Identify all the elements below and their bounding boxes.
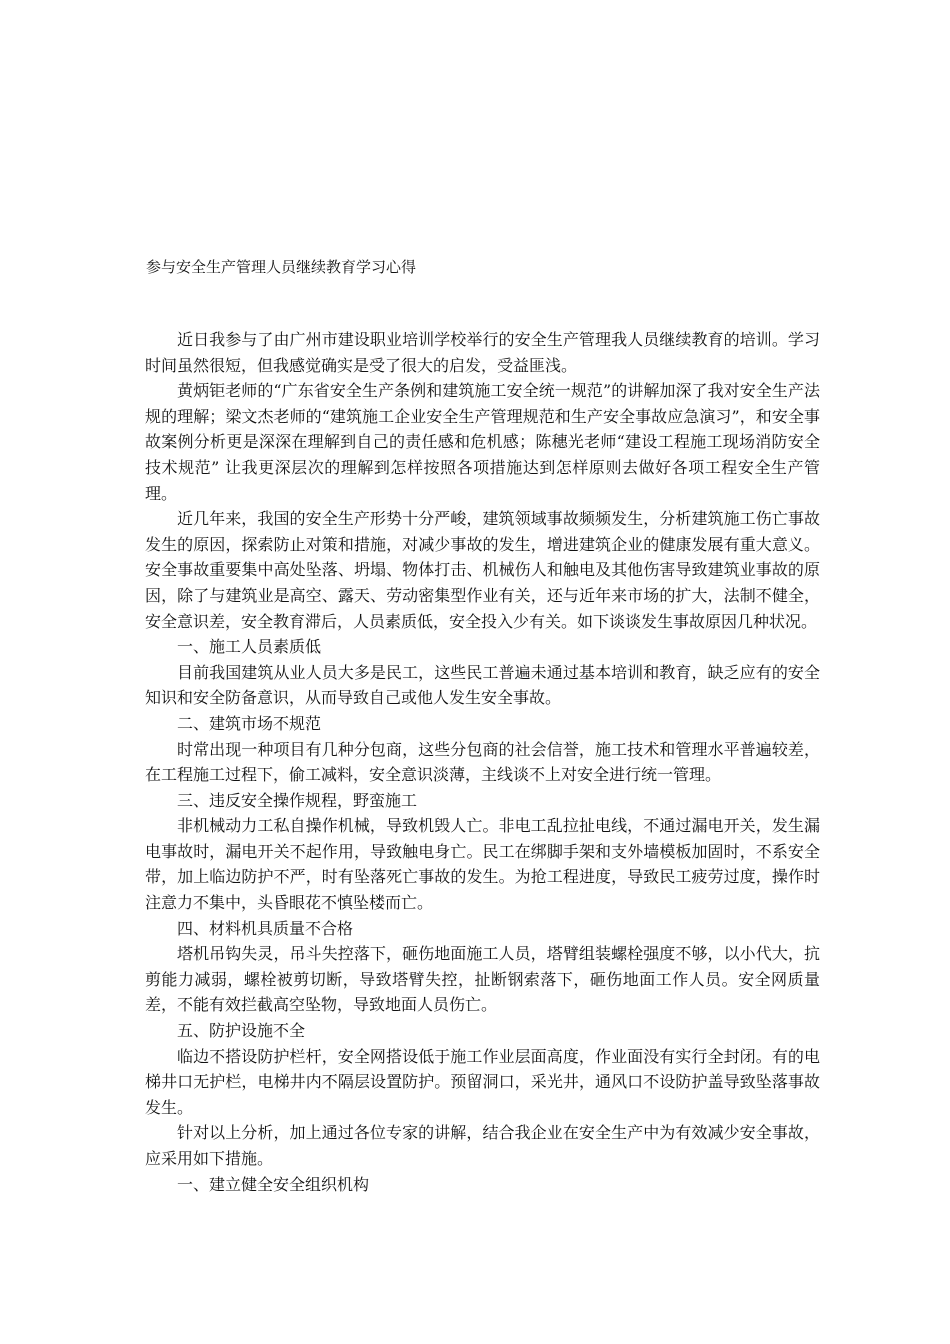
document-body xyxy=(145,327,820,1197)
paragraph-section-5: 临边不搭设防护栏杆，安全网搭设低于施工作业层面高度，作业面没有实行全封闭。有的电梯井口无护栏，电梯井内不隔层设置防护。预留洞口，采光井，通风口不设防护盖导致坠落事故发生。 xyxy=(145,1046,820,1117)
measures-heading-1: 一、建立健全安全组织机构 xyxy=(177,1174,370,1194)
paragraph-section-3: 非机械动力工私自操作机械，导致机毁人亡。非电工乱拉扯电线，不通过漏电开关，发生漏电事故时，漏电开关不起作用，导致触电身亡。民工在绑脚手架和支外墙模板加固时，不系安全带，加上临边防护不严，时有坠落死亡事故的发生。为抢工程进度，导致民工疲劳过度，操作时注意力不集中，头昏眼花不慎坠楼而亡。 xyxy=(145,816,820,913)
section-heading-2: 二、建筑市场不规范 xyxy=(177,713,322,733)
section-heading-1: 一、施工人员素质低 xyxy=(177,637,322,657)
paragraph-lecturers: 黄炳钜老师的“广东省安全生产条例和建筑施工安全统一规范”的讲解加深了我对安全生产法规的理解；梁文杰老师的“建筑施工企业安全生产管理规范和生产安全事故应急演习”，和安全事故案例分析更是深深在理解到自己的责任感和危机感；陈穗光老师“建设工程施工现场消防安全技术规范” 让我更深层次的理解到怎样按照各项措施达到怎样原则去做好各项工程安全生产管理。 xyxy=(145,381,820,503)
section-heading-5: 五、防护设施不全 xyxy=(177,1021,306,1041)
section-heading-4: 四、材料机具质量不合格 xyxy=(177,918,354,938)
paragraph-intro: 近日我参与了由广州市建设职业培训学校举行的安全生产管理我人员继续教育的培训。学习时间虽然很短，但我感觉确实是受了很大的启发，受益匪浅。 xyxy=(145,330,820,375)
paragraph-measures-intro: 针对以上分析，加上通过各位专家的讲解，结合我企业在安全生产中为有效减少安全事故，应采用如下措施。 xyxy=(145,1123,820,1168)
paragraph-section-2: 时常出现一种项目有几种分包商，这些分包商的社会信誉，施工技术和管理水平普遍较差，在工程施工过程下，偷工减料，安全意识淡薄，主线谈不上对安全进行统一管理。 xyxy=(145,739,820,785)
paragraph-section-4: 塔机吊钩失灵，吊斗失控落下，砸伤地面施工人员，塔臂组装螺栓强度不够，以小代大，抗剪能力减弱，螺栓被剪切断，导致塔臂失控，扯断钢索落下，砸伤地面工作人员。安全网质量差，不能有效拦截高空坠物，导致地面人员伤亡。 xyxy=(145,944,820,1015)
paragraph-section-1: 目前我国建筑从业人员大多是民工，这些民工普遍未通过基本培训和教育，缺乏应有的安全知识和安全防备意识，从而导致自己或他人发生安全事故。 xyxy=(145,662,820,708)
document-title: 参与安全生产管理人员继续教育学习心得 xyxy=(146,258,417,276)
section-heading-3: 三、违反安全操作规程，野蛮施工 xyxy=(177,790,418,810)
paragraph-situation: 近几年来，我国的安全生产形势十分严峻，建筑领域事故频频发生，分析建筑施工伤亡事故发生的原因，探索防止对策和措施，对减少事故的发生，增进建筑企业的健康发展有重大意义。安全事故重要集中高处坠落、坍塌、物体打击、机械伤人和触电及其他伤害导致建筑业事故的原因，除了与建筑业是高空、露天、劳动密集型作业有关，还与近年来市场的扩大，法制不健全，安全意识差，安全教育滞后，人员素质低，安全投入少有关。如下谈谈发生事故原因几种状况。 xyxy=(145,509,820,631)
